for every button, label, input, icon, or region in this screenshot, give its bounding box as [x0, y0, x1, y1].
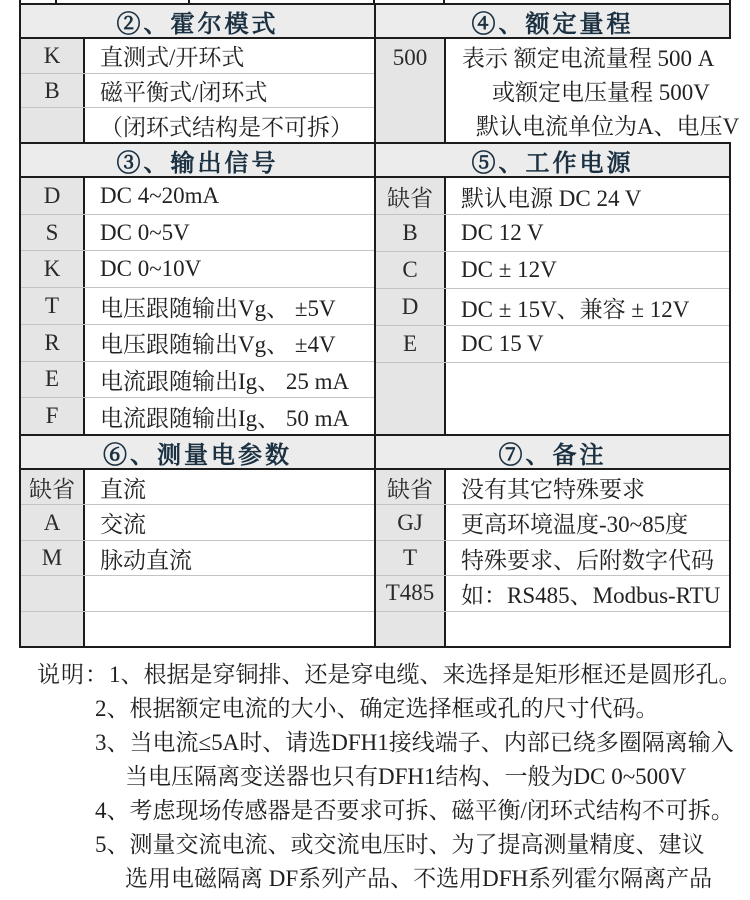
- desc-cell: DC ± 15V、兼容 ± 12V: [446, 289, 729, 325]
- code-cell: [21, 612, 85, 646]
- note-line-1: [37, 658, 742, 692]
- note-line-3-cont: [37, 760, 731, 794]
- rated-range-line: 或额定电压量程 500V: [492, 80, 710, 105]
- note-number: 1、: [109, 662, 144, 687]
- notes-label: 说明：: [37, 662, 109, 687]
- table-row: [21, 541, 374, 576]
- note-line-3: [37, 726, 734, 760]
- table-row: [21, 325, 374, 362]
- desc-cell: 电压跟随输出Vg、 ±4V: [85, 325, 374, 361]
- table-row: [21, 612, 374, 646]
- table-row: [21, 288, 374, 325]
- section-power-supply-rows: [376, 178, 729, 434]
- desc-cell: DC 0~5V: [85, 215, 374, 251]
- code-cell: D: [376, 289, 446, 325]
- desc-cell: 默认电源 DC 24 V: [446, 178, 729, 214]
- desc-cell: DC 15 V: [446, 326, 729, 362]
- section-remarks-rows: [376, 470, 729, 646]
- section-measure-param: [21, 434, 374, 646]
- section-rated-range: [376, 5, 740, 142]
- table-row: [376, 470, 729, 505]
- code-cell: S: [21, 215, 85, 251]
- code-cell: B: [376, 215, 446, 251]
- desc-cell: 电流跟随输出Ig、 25 mA: [85, 362, 374, 398]
- section-remarks-title: ⑦、备注: [376, 436, 729, 470]
- selection-code-document: [19, 0, 742, 896]
- desc-cell: [446, 363, 729, 434]
- note-text: 选用电磁隔离 DF系列产品、不选用DFH系列霍尔隔离产品: [125, 866, 713, 891]
- table-row: [376, 612, 729, 646]
- code-cell: E: [376, 326, 446, 362]
- table-row: [376, 215, 729, 252]
- table-row: [376, 39, 740, 142]
- section-hall-mode: [21, 5, 374, 142]
- code-cell: K: [21, 39, 85, 73]
- code-cell: T: [376, 541, 446, 575]
- desc-cell: （闭环式结构是不可拆）: [85, 108, 374, 142]
- code-cell: [376, 612, 446, 646]
- table-row: [376, 289, 729, 326]
- code-cell: 缺省: [21, 470, 85, 504]
- code-cell: [21, 108, 85, 142]
- code-cell: E: [21, 362, 85, 398]
- section-output-signal: [21, 142, 374, 434]
- note-line-4: [37, 794, 734, 828]
- grid-stub: [19, 0, 21, 5]
- note-text: 根据是穿铜排、还是穿电缆、来选择是矩形框还是圆形孔。: [143, 662, 742, 687]
- note-text: 测量交流电流、或交流电压时、为了提高测量精度、建议: [129, 832, 705, 857]
- table-row: [21, 108, 374, 142]
- desc-cell: [85, 576, 374, 610]
- desc-cell: 电压跟随输出Vg、 ±5V: [85, 288, 374, 324]
- right-column: [376, 5, 740, 646]
- note-number: 4、: [95, 798, 130, 823]
- section-measure-param-rows: [21, 470, 374, 646]
- table-row: [376, 576, 729, 611]
- cutoff-table-remnant: [19, 0, 731, 5]
- table-row: [21, 74, 374, 109]
- desc-cell: [85, 612, 374, 646]
- table-row: [21, 362, 374, 399]
- table-row: [376, 252, 729, 289]
- code-cell: M: [21, 541, 85, 575]
- desc-cell: 脉动直流: [85, 541, 374, 575]
- desc-cell: 直测式/开环式: [85, 39, 374, 73]
- section-measure-param-title: ⑥、测量电参数: [21, 436, 374, 470]
- note-line-5: [37, 828, 731, 862]
- table-row: [376, 326, 729, 363]
- table-row: [376, 541, 729, 576]
- notes-block: [37, 658, 742, 896]
- desc-cell: DC ± 12V: [446, 252, 729, 288]
- note-text: 当电压隔离变送器也只有DFH1结构、一般为DC 0~500V: [125, 764, 687, 789]
- table-row: [21, 251, 374, 288]
- table-row: [21, 470, 374, 505]
- code-cell: D: [21, 178, 85, 214]
- note-line-2: [37, 692, 731, 726]
- table-row: [21, 215, 374, 252]
- section-power-supply: [376, 142, 729, 434]
- table-row: [21, 398, 374, 434]
- table-row: [21, 576, 374, 611]
- desc-cell: 没有其它特殊要求: [446, 470, 729, 504]
- grid-stub: [188, 0, 190, 5]
- table-row: [21, 505, 374, 540]
- desc-cell: 如：RS485、Modbus-RTU: [446, 576, 729, 610]
- code-cell: A: [21, 505, 85, 539]
- note-line-5-cont: [37, 862, 731, 896]
- grid-stub: [55, 0, 57, 5]
- table-row: [376, 178, 729, 215]
- grid-stub: [373, 0, 375, 5]
- section-remarks: [376, 434, 729, 646]
- desc-cell: 磁平衡式/闭环式: [85, 74, 374, 108]
- desc-cell: DC 0~10V: [85, 251, 374, 287]
- section-hall-mode-title: ②、霍尔模式: [21, 5, 374, 39]
- code-cell: T: [21, 288, 85, 324]
- code-cell: K: [21, 251, 85, 287]
- table-row: [21, 39, 374, 74]
- desc-cell: 更高环境温度-30~85度: [446, 505, 729, 539]
- left-column: [21, 5, 376, 646]
- note-number: 2、: [95, 696, 130, 721]
- desc-cell: 电流跟随输出Ig、 50 mA: [85, 398, 374, 434]
- note-text: 根据额定电流的大小、确定选择框或孔的尺寸代码。: [129, 696, 659, 721]
- code-cell: 500: [376, 39, 446, 142]
- grid-stub: [443, 0, 445, 5]
- code-cell: 缺省: [376, 470, 446, 504]
- desc-cell: [446, 612, 729, 646]
- code-cell: B: [21, 74, 85, 108]
- desc-cell: [446, 39, 739, 142]
- table-row: [21, 178, 374, 215]
- code-cell: [21, 576, 85, 610]
- code-cell: R: [21, 325, 85, 361]
- grid-stub: [729, 0, 731, 5]
- note-number: 3、: [95, 730, 130, 755]
- section-output-signal-rows: [21, 178, 374, 434]
- note-text: 考虑现场传感器是否要求可拆、磁平衡/闭环式结构不可拆。: [129, 798, 734, 823]
- section-power-supply-title: ⑤、工作电源: [376, 144, 729, 178]
- section-hall-mode-rows: [21, 39, 374, 142]
- code-cell: [376, 363, 446, 434]
- desc-cell: 交流: [85, 505, 374, 539]
- code-cell: F: [21, 398, 85, 434]
- desc-cell: DC 4~20mA: [85, 178, 374, 214]
- section-rated-range-rows: [376, 39, 740, 142]
- selection-tables-grid: [19, 5, 740, 648]
- code-cell: 缺省: [376, 178, 446, 214]
- table-row: [376, 505, 729, 540]
- section-output-signal-title: ③、输出信号: [21, 144, 374, 178]
- code-cell: GJ: [376, 505, 446, 539]
- desc-cell: 特殊要求、后附数字代码: [446, 541, 729, 575]
- code-cell: C: [376, 252, 446, 288]
- table-row: [376, 363, 729, 434]
- section-rated-range-title: ④、额定量程: [376, 5, 729, 39]
- note-number: 5、: [95, 832, 130, 857]
- desc-cell: 直流: [85, 470, 374, 504]
- code-cell: T485: [376, 576, 446, 610]
- note-text: 当电流≤5A时、请选DFH1接线端子、内部已绕多圈隔离输入: [129, 730, 734, 755]
- rated-range-line: 默认电流单位为A、电压V: [476, 114, 740, 139]
- rated-range-line: 表示 额定电流量程 500 A: [462, 46, 715, 71]
- desc-cell: DC 12 V: [446, 215, 729, 251]
